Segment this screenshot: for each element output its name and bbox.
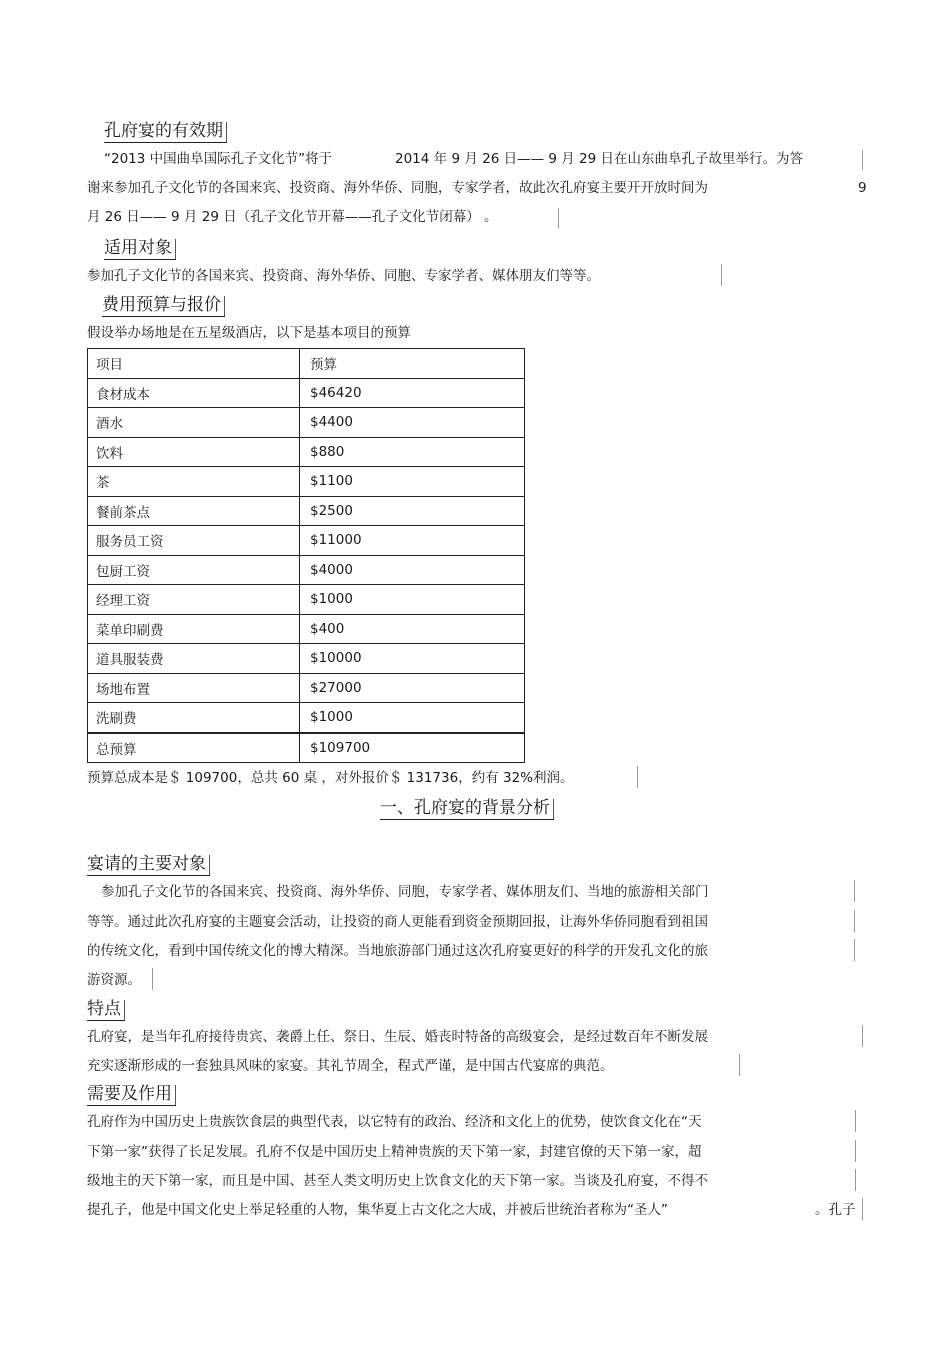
header-item: 项目: [88, 349, 300, 379]
table-row: [88, 644, 525, 674]
validity-line1-start: “2013 中国曲阜国际孔子文化节”将于: [104, 151, 333, 167]
table-total-row: [88, 733, 525, 763]
row-amount: $1000: [300, 703, 525, 733]
row-amount: $10000: [300, 644, 525, 674]
total-label: 总预算: [88, 733, 300, 763]
table-row: [88, 437, 525, 467]
guests-line: 等等。通过此次孔府宴的主题宴会活动，让投资的商人更能看到资金预期回报，让海外华侨同胞看到祖国: [87, 914, 708, 930]
validity-line1-end: 2014 年 9 月 26 日—— 9 月 29 日在山东曲阜孔子故里举行。为答: [395, 151, 804, 167]
row-amount: $46420: [300, 378, 525, 408]
table-row: [88, 703, 525, 733]
row-amount: $1000: [300, 585, 525, 615]
budget-heading: 费用预算与报价: [102, 294, 225, 317]
row-amount: $880: [300, 437, 525, 467]
table-row: [88, 673, 525, 703]
section-title: 一、孔府宴的背景分析: [380, 797, 554, 820]
table-row: [88, 555, 525, 585]
table-row: [88, 467, 525, 497]
row-item: 菜单印刷费: [88, 614, 300, 644]
guests-line: 的传统文化，看到中国传统文化的博大精深。当地旅游部门通过这次孔府宴更好的科学的开发孔文化的旅: [87, 943, 708, 959]
budget-intro: 假设举办场地是在五星级酒店，以下是基本项目的预算: [87, 325, 411, 341]
validity-line3: 月 26 日—— 9 月 29 日（孔子文化节开幕——孔子文化节闭幕） 。: [87, 209, 498, 225]
row-amount: $11000: [300, 526, 525, 556]
row-amount: $4400: [300, 408, 525, 438]
budget-summary: 预算总成本是＄ 109700，总共 60 桌 ，对外报价＄ 131736，约有 32%利润。: [87, 770, 574, 786]
needs-line: 孔府作为中国历史上贵族饮食层的典型代表，以它特有的政治、经济和文化上的优势，使饮食文化在“天: [87, 1114, 702, 1130]
row-item: 茶: [88, 467, 300, 497]
row-amount: $1100: [300, 467, 525, 497]
row-item: 饮料: [88, 437, 300, 467]
table-row: [88, 496, 525, 526]
table-row: [88, 408, 525, 438]
total-amount: $109700: [300, 733, 525, 763]
row-item: 经理工资: [88, 585, 300, 615]
features-heading: 特点: [87, 998, 125, 1021]
needs-line: 提孔子，他是中国文化史上举足轻重的人物，集华夏上古文化之大成，并被后世统治者称为“圣人”: [87, 1202, 668, 1218]
budget-table: [87, 348, 525, 763]
validity-line2: 谢来参加孔子文化节的各国来宾、投资商、海外华侨、同胞，专家学者，故此次孔府宴主要开开放时间为: [87, 180, 708, 196]
table-row: [88, 526, 525, 556]
row-item: 场地布置: [88, 673, 300, 703]
table-header-row: [88, 349, 525, 379]
row-amount: $2500: [300, 496, 525, 526]
header-budget: 预算: [300, 349, 525, 379]
row-amount: $27000: [300, 673, 525, 703]
audience-heading: 适用对象: [104, 237, 176, 260]
audience-text: 参加孔子文化节的各国来宾、投资商、海外华侨、同胞、专家学者、媒体朋友们等等。: [87, 268, 600, 284]
validity-line2-end: 9: [858, 180, 867, 196]
guests-line: 参加孔子文化节的各国来宾、投资商、海外华侨、同胞，专家学者、媒体朋友们、当地的旅游相关部门: [101, 884, 709, 900]
row-amount: $4000: [300, 555, 525, 585]
row-item: 道具服装费: [88, 644, 300, 674]
table-row: [88, 614, 525, 644]
needs-heading: 需要及作用: [87, 1083, 176, 1106]
row-item: 洗刷费: [88, 703, 300, 733]
validity-heading: 孔府宴的有效期: [104, 120, 227, 143]
needs-line: 级地主的天下第一家，而且是中国、甚至人类文明历史上饮食文化的天下第一家。当谈及孔府宴，不得不: [87, 1173, 708, 1189]
row-item: 服务员工资: [88, 526, 300, 556]
table-row: [88, 378, 525, 408]
guests-line: 游资源。: [87, 972, 141, 988]
row-item: 食材成本: [88, 378, 300, 408]
features-line: 充实逐渐形成的一套独具风味的家宴。其礼节周全，程式严谨，是中国古代宴席的典范。: [87, 1058, 614, 1074]
table-row: [88, 585, 525, 615]
row-amount: $400: [300, 614, 525, 644]
row-item: 酒水: [88, 408, 300, 438]
row-item: 餐前茶点: [88, 496, 300, 526]
guests-heading: 宴请的主要对象: [87, 853, 210, 876]
needs-line-end: 。孔子: [815, 1202, 856, 1218]
row-item: 包厨工资: [88, 555, 300, 585]
features-line: 孔府宴，是当年孔府接待贵宾、袭爵上任、祭日、生辰、婚丧时特备的高级宴会，是经过数百年不断发展: [87, 1029, 708, 1045]
needs-line: 下第一家”获得了长足发展。孔府不仅是中国历史上精神贵族的天下第一家，封建官僚的天下第一家，超: [87, 1144, 702, 1160]
